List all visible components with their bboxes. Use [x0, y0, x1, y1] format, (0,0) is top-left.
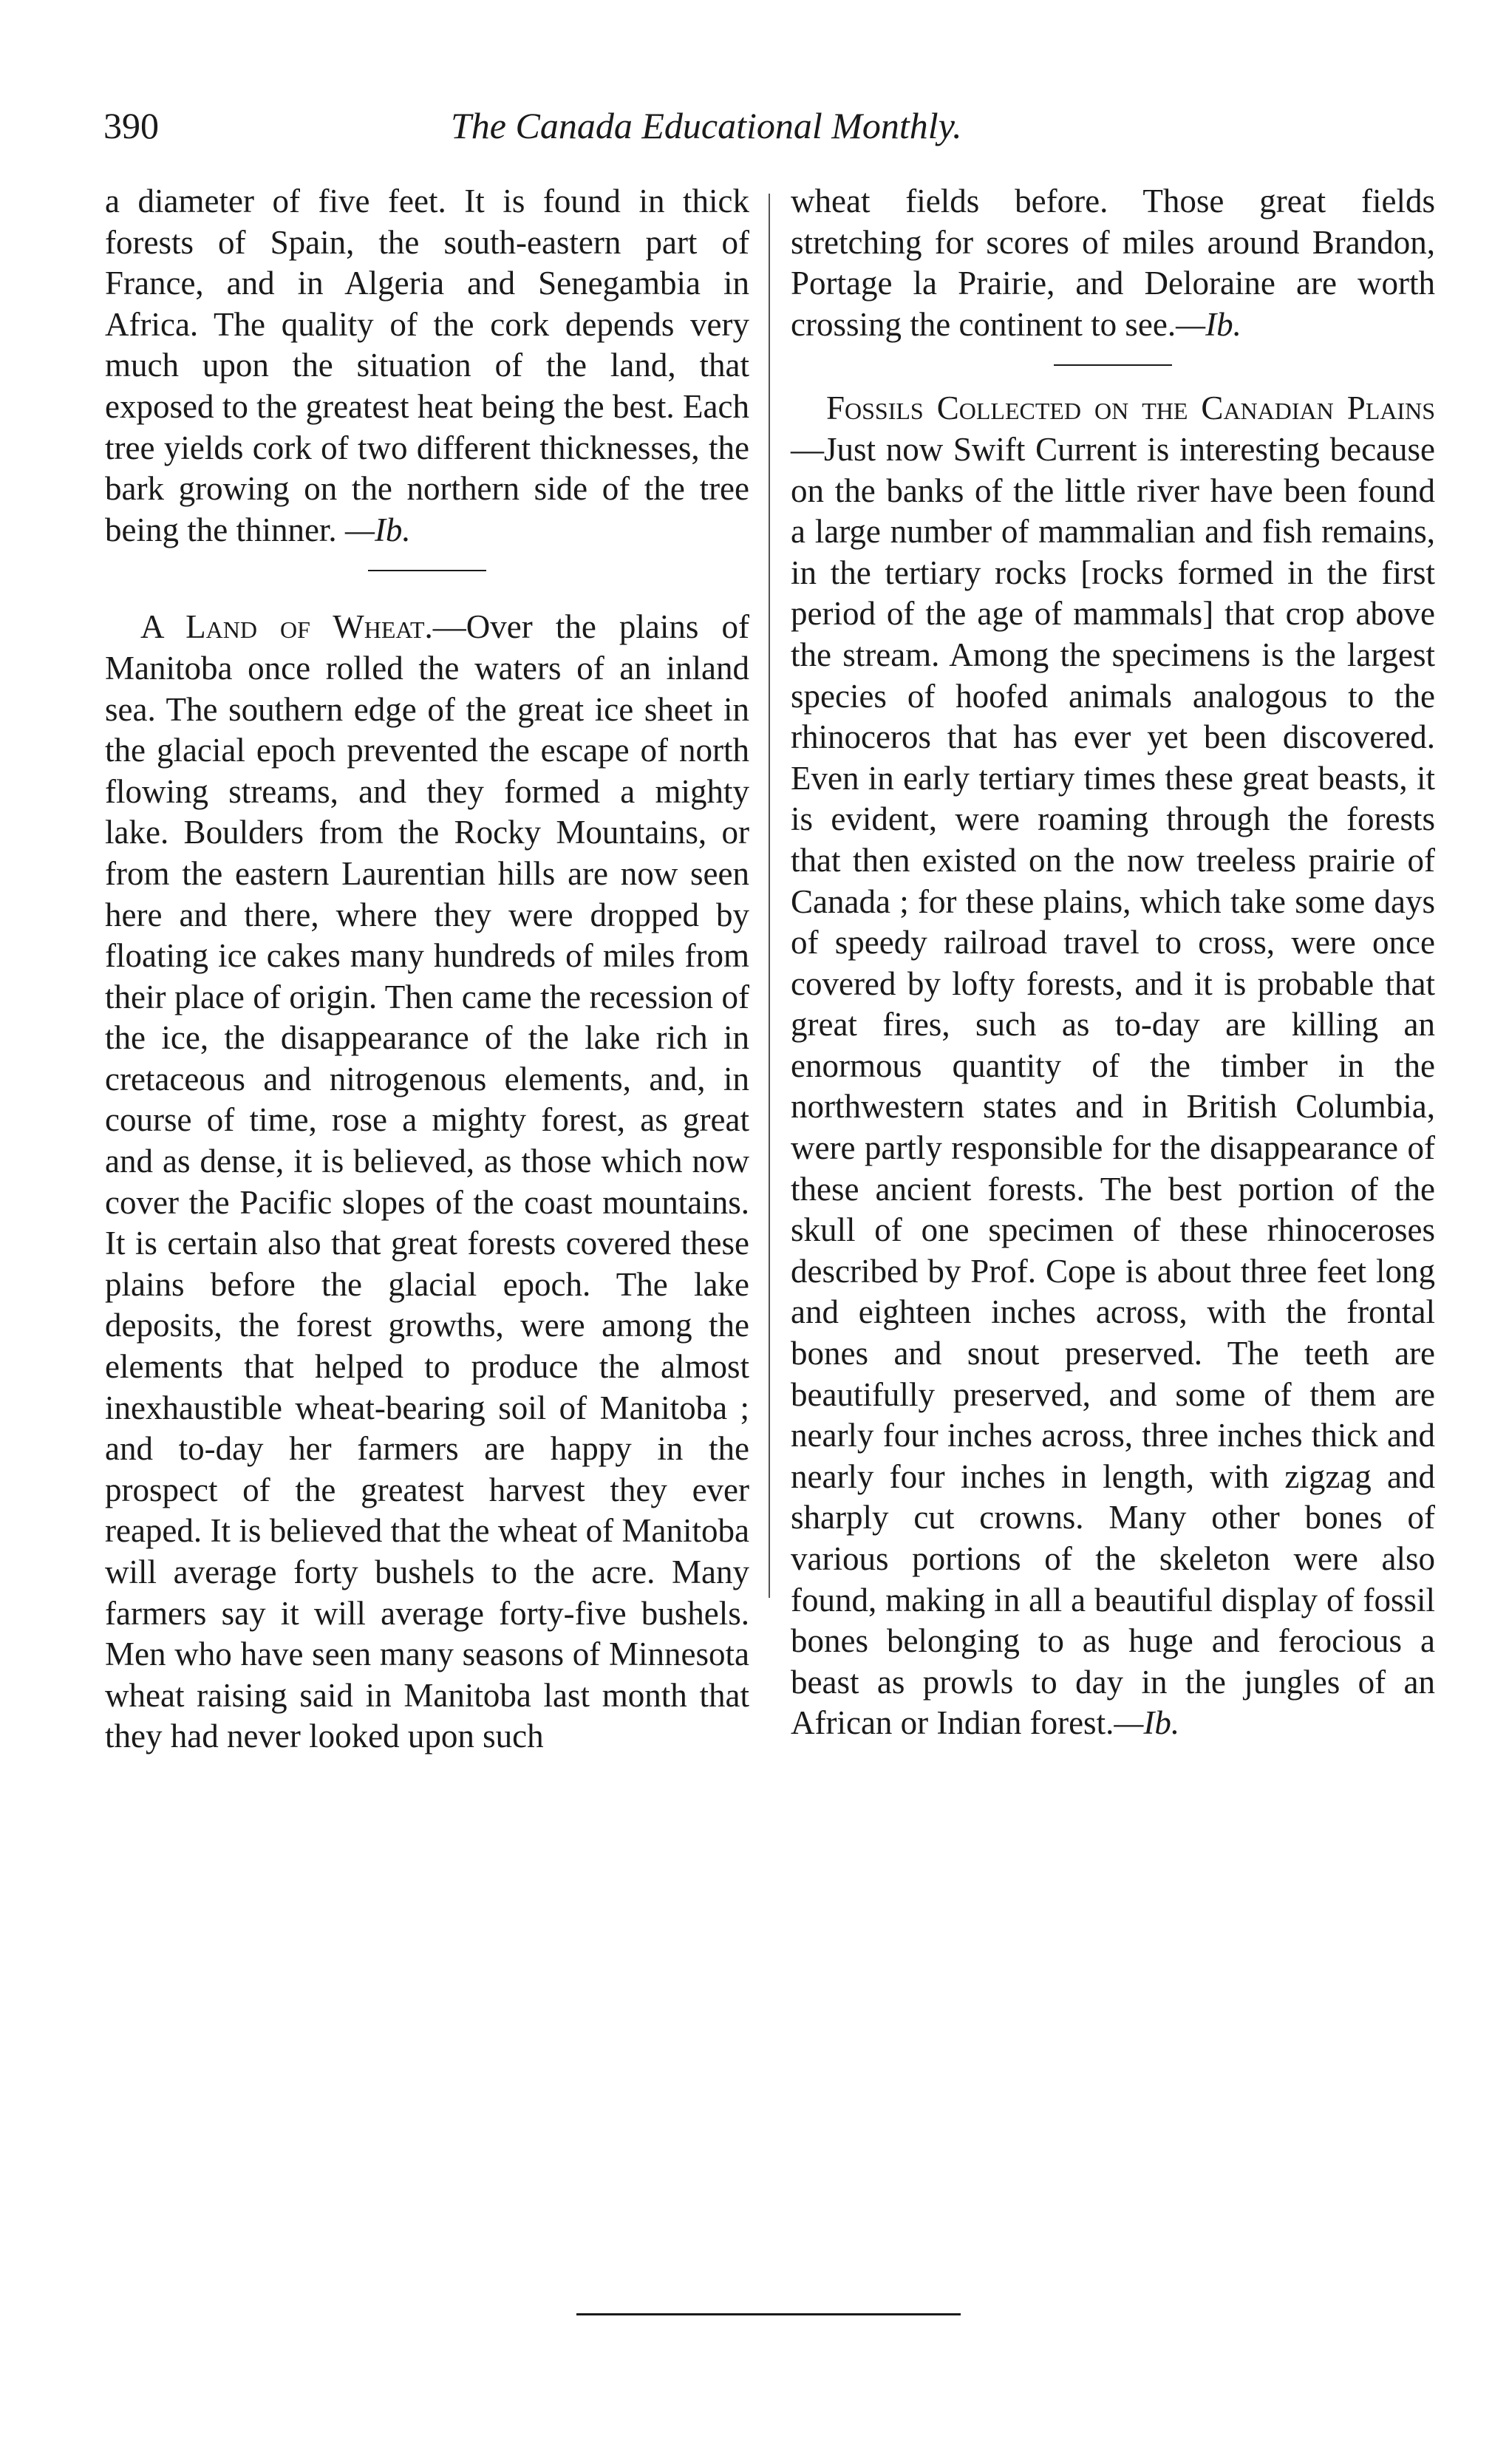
cork-source: —Ib. [344, 511, 411, 548]
article-separator [1054, 364, 1172, 366]
fossils-heading: Fossils Collected on the Canadian Plains [826, 389, 1435, 427]
wheat-paragraph-text: wheat fields before. Those great fields stretching for scores of miles around Brandon, Portage la Prairie, and Deloraine are worth crossing the continent to see. [791, 183, 1435, 343]
cork-paragraph-end [105, 181, 749, 551]
running-title: The Canada Educational Monthly. [451, 105, 962, 146]
land-of-wheat-heading: A Land of Wheat. [140, 608, 433, 646]
column-divider [769, 194, 770, 1598]
fossils-body: —Just now Swift Current is interesting because on the banks of the little river have been found a large number of mammalian and fish remains, in the tertiary rocks [rocks formed in the first period of the age of mammals] that crop above the stream. Among the specimens is the largest species of hoofed animals analogous to the rhinoceros that has ever yet been discovered. Even in early tertiary times these great beasts, it is evident, were roaming through the forests that then existed on the now treeless prairie of Canada ; for these plains, which take some days of speedy railroad travel to cross, were once covered by lofty forests, and it is probable that great fires, such as to-day are killing an enormous quantity of the timber in the northwestern states and in British Columbia, were partly responsible for the disappearance of these ancient forests. The best portion of the skull of one specimen of these rhinoceroses described by Prof. Cope is about three feet long and eighteen inches across, with the frontal bones and snout preserved. The teeth are beautifully preserved, and some of them are nearly four inches across, three inches thick and nearly four inches in length, with zigzag and sharply cut crowns. Many other bones of various portions of the skeleton were also found, making in all a beautiful display of fossil bones belonging to as huge and ferocious a beast as prowls to day in the jungles of an African or Indian forest. [791, 430, 1435, 1742]
fossils-source: —Ib. [1114, 1704, 1180, 1742]
land-of-wheat-article [105, 607, 749, 1757]
left-column [105, 181, 749, 1757]
right-column [791, 181, 1435, 1744]
article-separator [368, 570, 486, 571]
page-header [103, 103, 1138, 155]
cork-paragraph-text: a diameter of five feet. It is found in thick forests of Spain, the south-eastern part of France, and in Algeria and Senegambia in Africa. The quality of the cork depends very much upon the situation of the land, that exposed to the greatest heat being the best. Each tree yields cork of two different thicknesses, the bark growing on the northern side of the tree being the thinner. [105, 183, 749, 548]
wheat-source: —Ib. [1176, 305, 1241, 343]
fossils-article [791, 388, 1435, 1744]
land-of-wheat-body: —Over the plains of Manitoba once rolled the waters of an inland sea. The southern edge of the great ice sheet in the glacial epoch prevented the escape of north flowing streams, and they formed a mighty lake. Boulders from the Rocky Mountains, or from the eastern Laurentian hills are now seen here and there, where they were dropped by floating ice cakes many hundreds of miles from their place of origin. Then came the recession of the ice, the disappearance of the lake rich in cretaceous and nitrogenous elements, and, in course of time, rose a mighty forest, as great and as dense, it is believed, as those which now cover the Pacific slopes of the coast mountains. It is certain also that great forests covered these plains before the glacial epoch. The lake deposits, the forest growths, were among the elements that helped to produce the almost inexhaustible wheat-bearing soil of Manitoba ; and to-day her farmers are happy in the prospect of the greatest harvest they ever reaped. It is believed that the wheat of Manitoba will average forty bushels to the acre. Many farmers say it will average forty-five bushels. Men who have seen many seasons of Minnesota wheat raising said in Manitoba last month that they had never looked upon such [105, 608, 749, 1755]
end-rule [576, 2313, 961, 2315]
wheat-paragraph-end [791, 181, 1435, 345]
page-number: 390 [103, 105, 159, 146]
